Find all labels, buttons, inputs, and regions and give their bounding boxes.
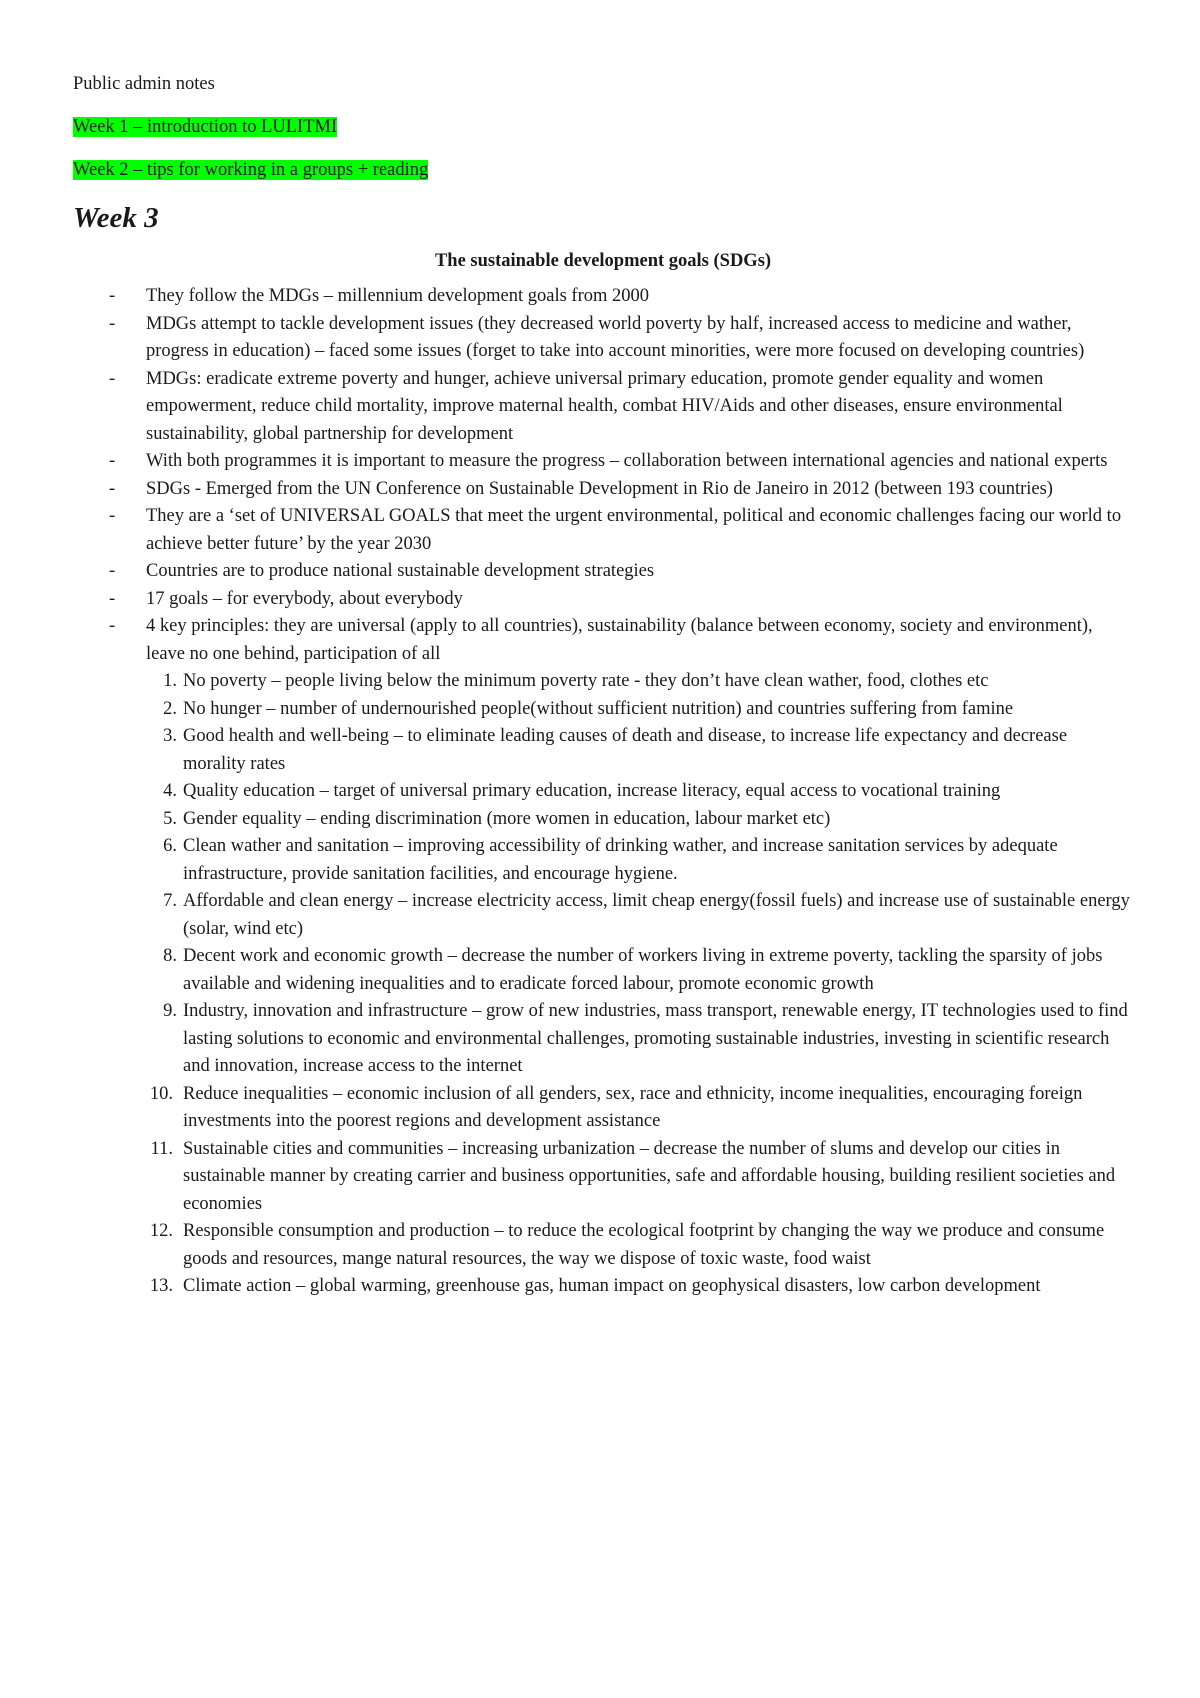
goal-item — [73, 668, 1133, 696]
doc-title: Public admin notes — [73, 74, 215, 94]
goal-text: Climate action – global warming, greenhouse gas, human impact on geophysical disasters, low carbon development — [183, 1276, 1041, 1296]
goal-number: 11. — [150, 1138, 173, 1159]
goal-text: Quality education – target of universal primary education, increase literacy, equal access to vocational training — [183, 781, 1001, 801]
goal-number: 13. — [149, 1276, 173, 1296]
bullet-item — [73, 448, 1133, 476]
bullet-item — [73, 558, 1133, 586]
goal-text: Decent work and economic growth – decrease the number of workers living in extreme poverty, tackling the sparsity of jobs available and widening inequalities and to eradicate forced labour, promote economic growth — [183, 946, 1103, 994]
goal-item — [73, 998, 1133, 1081]
goal-text: Clean wather and sanitation – improving accessibility of drinking wather, and increase sanitation services by adequate infrastructure, provide sanitation facilities, and encourage hygiene. — [183, 836, 1058, 884]
bullet-text: MDGs attempt to tackle development issues (they decreased world poverty by half, increased access to medicine and wather, progress in education) – faced some issues (forget to take into account minorities, were more focused on developing countries) — [146, 313, 1085, 361]
dash-marker: - — [109, 451, 116, 471]
dash-marker: - — [109, 506, 116, 526]
goal-text: Gender equality – ending discrimination (more women in education, labour market etc) — [183, 808, 831, 829]
goal-number: 5. — [163, 808, 177, 829]
bullet-text: Countries are to produce national sustainable development strategies — [146, 561, 655, 581]
bullet-text: They are a ‘set of UNIVERSAL GOALS that meet the urgent environmental, political and economic challenges facing our world to achieve better future’ by the year 2030 — [146, 506, 1122, 554]
bullet-item — [73, 283, 1133, 311]
week1-line — [73, 115, 1133, 139]
week3-heading: Week 3 — [73, 202, 159, 234]
bullet-item — [73, 586, 1133, 614]
dash-marker: - — [109, 616, 116, 636]
bullet-text: MDGs: eradicate extreme poverty and hunger, achieve universal primary education, promote gender equality and women empowerment, reduce child mortality, improve maternal health, combat HIV/Aids and other diseases, ensure environmental sustainability, global partnership for development — [146, 368, 1063, 444]
goal-item — [73, 806, 1133, 834]
goal-item — [73, 943, 1133, 998]
goal-text: Good health and well-being – to eliminate leading causes of death and disease, to increase life expectancy and decrease morality rates — [183, 726, 1068, 774]
goal-item — [73, 1136, 1133, 1219]
goal-number: 10. — [149, 1083, 173, 1104]
bullet-text: SDGs - Emerged from the UN Conference on Sustainable Development in Rio de Janeiro in 2012 (between 193 countries) — [146, 478, 1053, 499]
bullet-text: 17 goals – for everybody, about everybody — [146, 588, 463, 609]
bullet-item — [73, 311, 1133, 366]
bullet-item — [73, 503, 1133, 558]
goal-text: No hunger – number of undernourished people(without sufficient nutrition) and countries suffering from famine — [183, 698, 1014, 719]
goal-item — [73, 1273, 1133, 1301]
dash-marker: - — [109, 313, 116, 334]
document-content — [73, 72, 1133, 1301]
section-title: The sustainable development goals (SDGs) — [434, 251, 772, 271]
dash-marker: - — [109, 561, 116, 581]
dash-marker: - — [109, 368, 116, 389]
dash-marker: - — [109, 588, 116, 609]
goal-item — [73, 833, 1133, 888]
goal-text: Reduce inequalities – economic inclusion of all genders, sex, race and ethnicity, income inequalities, encouraging foreign investments into the poorest regions and development assistance — [183, 1083, 1083, 1131]
goal-text: Responsible consumption and production – to reduce the ecological footprint by changing the way we produce and consume goods and resources, mange natural resources, the way we dispose of toxic waste, food waist — [183, 1221, 1105, 1269]
goal-item — [73, 723, 1133, 778]
goal-number: 7. — [163, 891, 177, 911]
goal-item — [73, 1081, 1133, 1136]
week1-highlight: Week 1 – introduction to LULITMI — [73, 117, 338, 137]
goal-item — [73, 1218, 1133, 1273]
goal-number: 6. — [163, 836, 177, 856]
bullet-list — [73, 283, 1133, 668]
goal-text: Affordable and clean energy – increase electricity access, limit cheap energy(fossil fuels) and increase use of sustainable energy (solar, wind etc) — [183, 891, 1130, 939]
bullet-text: With both programmes it is important to measure the progress – collaboration between international agencies and national experts — [146, 451, 1108, 471]
goal-number: 8. — [163, 946, 177, 966]
goal-text: No poverty – people living below the minimum poverty rate - they don’t have clean wather, food, clothes etc — [183, 671, 989, 691]
goal-item — [73, 778, 1133, 806]
bullet-text: They follow the MDGs – millennium development goals from 2000 — [146, 286, 650, 306]
goal-list — [73, 668, 1133, 1301]
bullet-item — [73, 613, 1133, 668]
bullet-item — [73, 476, 1133, 504]
goal-item — [73, 696, 1133, 724]
goal-number: 1. — [163, 671, 177, 691]
goal-text: Sustainable cities and communities – increasing urbanization – decrease the number of slums and develop our cities in sustainable manner by creating carrier and business opportunities, safe and affordable housing, building resilient societies and economies — [183, 1138, 1116, 1214]
bullet-item — [73, 366, 1133, 449]
week2-highlight: Week 2 – tips for working in a groups + reading — [73, 160, 429, 180]
goal-text: Industry, innovation and infrastructure – grow of new industries, mass transport, renewable energy, IT technologies used to find lasting solutions to economic and environmental challenges, promoting sustainable industries, investing in scientific research and innovation, increase access to the internet — [183, 1001, 1128, 1076]
bullet-text: 4 key principles: they are universal (apply to all countries), sustainability (balance between economy, society and environment), leave no one behind, participation of all — [146, 616, 1093, 664]
goal-number: 9. — [163, 1001, 177, 1021]
dash-marker: - — [109, 478, 116, 499]
goal-number: 2. — [163, 698, 177, 719]
goal-item — [73, 888, 1133, 943]
goal-number: 3. — [163, 726, 177, 746]
goal-number: 12. — [149, 1221, 173, 1241]
week2-line — [73, 158, 1133, 182]
goal-number: 4. — [163, 781, 177, 801]
dash-marker: - — [109, 286, 116, 306]
